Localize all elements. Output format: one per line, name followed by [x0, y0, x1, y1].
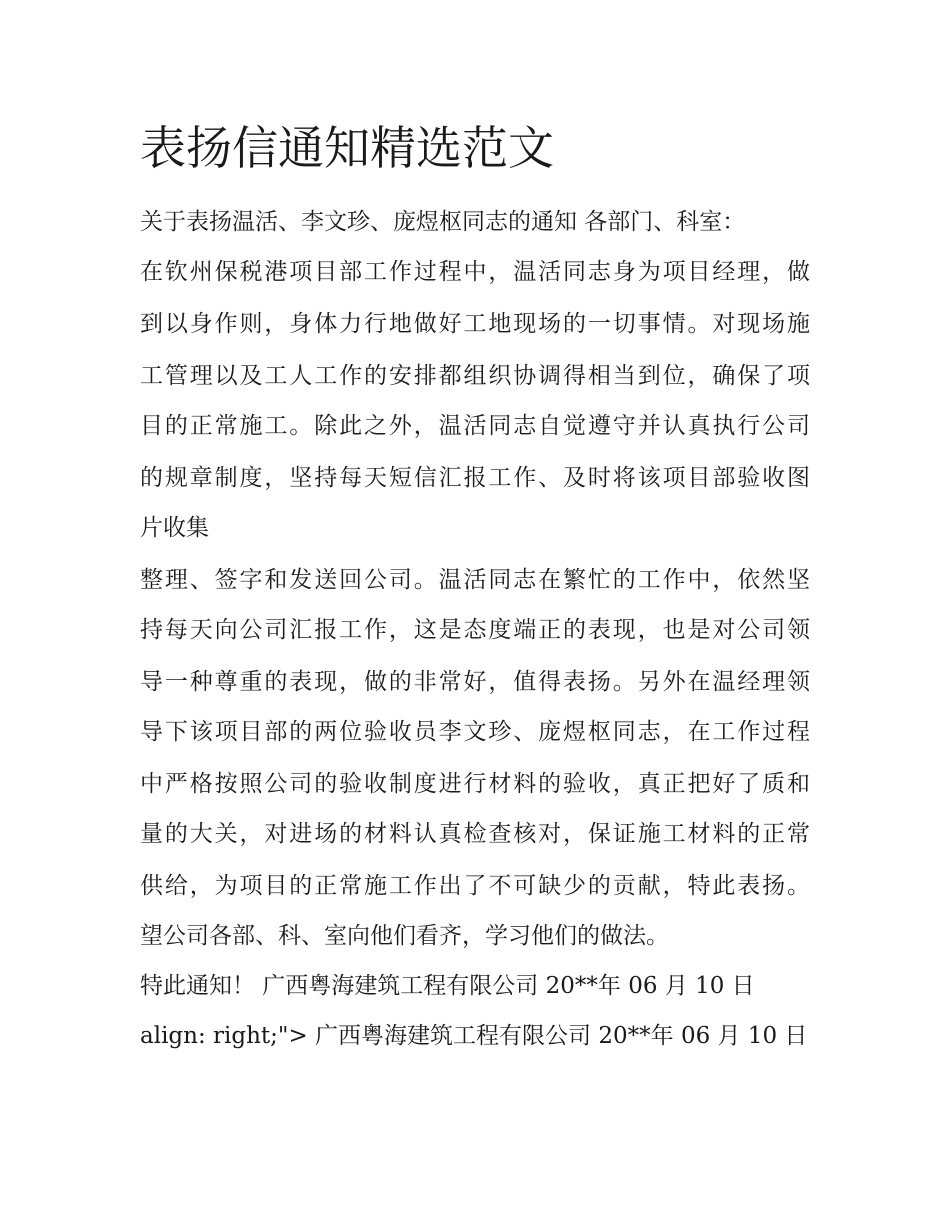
text-line-6: 的规章制度，坚持每天短信汇报工作、及时将该项目部验收图	[140, 465, 810, 491]
text-line-3: 到以身作则，身体力行地做好工地现场的一切事情。对现场施	[140, 311, 810, 337]
text-line-8: 整理、签字和发送回公司。温活同志在繁忙的工作中，依然坚	[140, 567, 810, 593]
text-line-5: 目的正常施工。除此之外，温活同志自觉遵守并认真执行公司	[140, 413, 810, 439]
text-line-13: 量的大关，对进场的材料认真检查核对，保证施工材料的正常	[140, 821, 810, 847]
text-line-4: 工管理以及工人工作的安排都组织协调得相当到位，确保了项	[140, 363, 810, 389]
text-line-11: 导下该项目部的两位验收员李文珍、庞煜枢同志，在工作过程	[140, 719, 810, 745]
text-line-12: 中严格按照公司的验收制度进行材料的验收，真正把好了质和	[140, 771, 810, 797]
text-line-14: 供给，为项目的正常施工作出了不可缺少的贡献，特此表扬。	[140, 873, 810, 899]
text-line-9: 持每天向公司汇报工作，这是态度端正的表现，也是对公司领	[140, 617, 810, 643]
text-line-16: 特此通知！ 广西粤海建筑工程有限公司 20**年 06 月 10 日	[140, 973, 755, 999]
text-line-17: align: right;"> 广西粤海建筑工程有限公司 20**年 06 月 10 日	[140, 1023, 808, 1049]
text-line-2: 在钦州保税港项目部工作过程中，温活同志身为项目经理，做	[140, 259, 810, 285]
text-line-7: 片收集	[140, 515, 209, 541]
text-line-10: 导一种尊重的表现，做的非常好，值得表扬。另外在温经理领	[140, 669, 810, 695]
document-title: 表扬信通知精选范文	[140, 121, 554, 175]
text-line-1: 关于表扬温活、李文珍、庞煜枢同志的通知 各部门、科室：	[140, 209, 746, 235]
text-line-15: 望公司各部、科、室向他们看齐，学习他们的做法。	[140, 923, 669, 949]
